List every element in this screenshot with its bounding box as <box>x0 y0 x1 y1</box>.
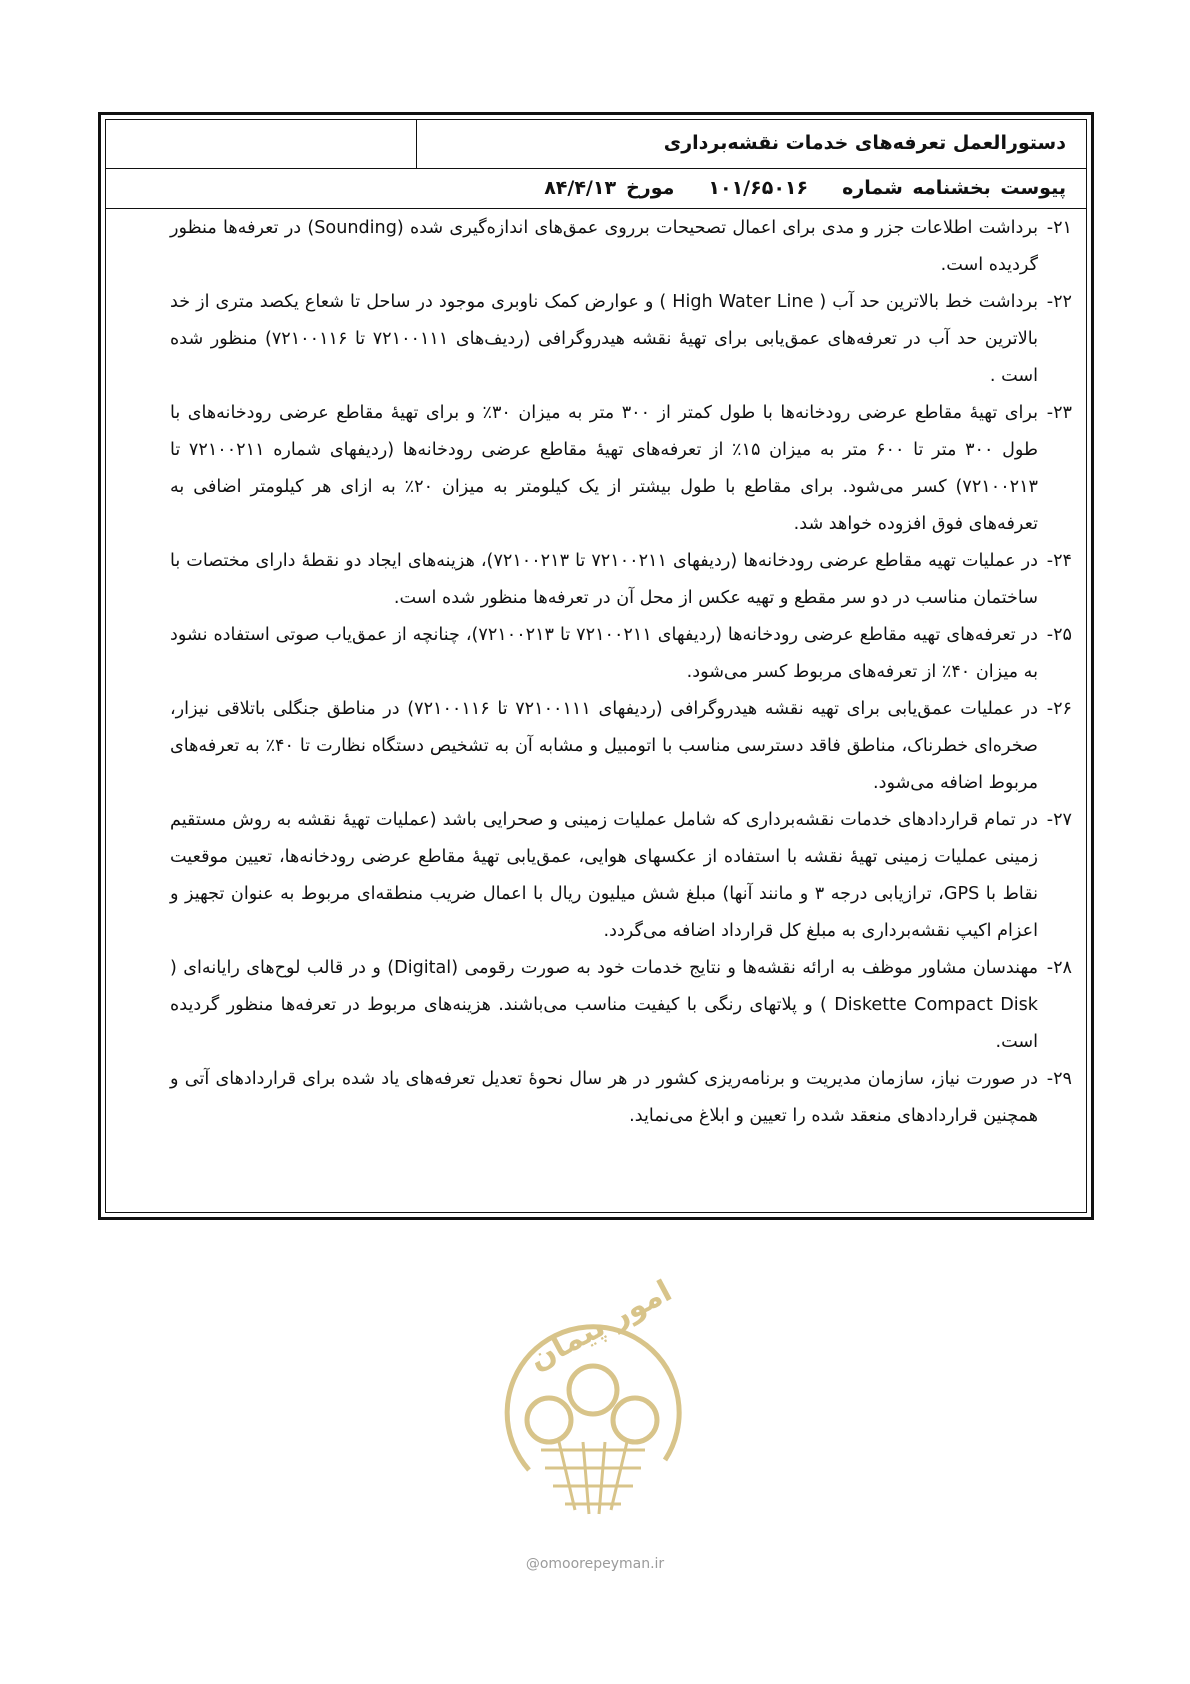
clause-number: ۲۶- <box>1046 699 1072 719</box>
clause-text: در تعرفه‌های تهیه مقاطع عرضی رودخانه‌ها (ردیفهای ۷۲۱۰۰۲۱۱ تا ۷۲۱۰۰۲۱۳)، چنانچه از عمق‌یاب صوتی استفاده نشود به میزان ۴۰٪ از تعرفه‌های مربوط کسر می‌شود. <box>170 625 1038 682</box>
date-label: مورخ <box>626 177 675 199</box>
logo-text: امور پیمان <box>523 1273 678 1378</box>
clause-item <box>170 691 1072 802</box>
attachment-label: پیوست بخشنامه شماره <box>842 177 1066 199</box>
clause-item <box>170 617 1072 691</box>
clause-text: برداشت خط بالاترین حد آب ( High Water Line ) و عوارض کمک ناوبری موجود در ساحل تا شعاع یکصد متری از خد بالاترین حد آب در تعرفه‌های عمق‌یابی برای تهیهٔ نقشه هیدروگرافی (ردیف‌های ۷۲۱۰۰۱۱۱ تا ۷۲۱۰۰۱۱۶) منظور شده است . <box>170 292 1038 386</box>
attachment-line <box>510 177 1066 199</box>
page-frame-inner <box>105 119 1087 1213</box>
clause-number: ۲۴- <box>1046 551 1072 571</box>
clause-text: در عملیات عمق‌یابی برای تهیه نقشه هیدروگرافی (ردیفهای ۷۲۱۰۰۱۱۱ تا ۷۲۱۰۰۱۱۶) در مناطق جنگلی باتلاقی نیزار، صخره‌ای خطرناک، مناطق فاقد دسترسی مناسب با اتومبیل و مشابه آن به تشخیص دستگاه نظارت تا ۴۰٪ به تعرفه‌های مربوط اضافه می‌شود. <box>170 699 1038 793</box>
clause-number: ۲۱- <box>1046 218 1072 238</box>
clause-text: در تمام قراردادهای خدمات نقشه‌برداری که شامل عملیات زمینی و صحرایی باشد (عملیات تهیهٔ نقشه به روش مستقیم زمینی عملیات زمینی تهیهٔ نقشه با استفاده از عکسهای هوایی، عمق‌یابی تهیهٔ مقاطع عرضی رودخانه‌ها، تعیین موقعیت نقاط با GPS، ترازیابی درجه ۳ و مانند آنها) مبلغ شش میلیون ریال با اعمال ضریب منطقه‌ای مربوط به عنوان تجهیز و اعزام اکیپ نقشه‌برداری به مبلغ کل قرارداد اضافه می‌گردد. <box>170 810 1039 941</box>
header-cell-divider <box>416 120 417 168</box>
clause-text: برداشت اطلاعات جزر و مدی برای اعمال تصحیحات برروی عمق‌های اندازه‌گیری شده (Sounding) در تعرفه‌ها منظور گردیده است. <box>170 218 1038 275</box>
clause-number: ۲۳- <box>1046 403 1072 423</box>
clause-number: ۲۸- <box>1046 958 1072 978</box>
circular-number: ۱۰۱/۶۵۰۱۶ <box>708 177 809 199</box>
clause-item <box>170 210 1072 284</box>
clause-item <box>170 802 1072 950</box>
clause-text: در صورت نیاز، سازمان مدیریت و برنامه‌ریزی کشور در هر سال نحوهٔ تعدیل تعرفه‌های یاد شده برای قراردادهای آتی و همچنین قراردادهای منعقد شده را تعیین و ابلاغ می‌نماید. <box>170 1069 1038 1126</box>
clause-item <box>170 950 1072 1061</box>
clause-number: ۲۲- <box>1046 292 1072 312</box>
clause-item <box>170 395 1072 543</box>
omoore-peyman-logo <box>495 1270 691 1544</box>
header-row-title <box>106 120 1086 169</box>
page-frame <box>98 112 1094 1220</box>
clauses-list <box>170 210 1072 1135</box>
document-title: دستورالعمل تعرفه‌های خدمات نقشه‌برداری <box>663 132 1066 154</box>
clause-number: ۲۷- <box>1046 810 1072 830</box>
clause-item <box>170 1061 1072 1135</box>
logo-gear-right <box>613 1398 657 1442</box>
circular-date: ۸۴/۴/۱۳ <box>544 177 617 199</box>
logo-gear-left <box>527 1398 571 1442</box>
header-row-attachment <box>106 168 1086 209</box>
clause-item <box>170 284 1072 395</box>
clause-text: در عملیات تهیه مقاطع عرضی رودخانه‌ها (ردیفهای ۷۲۱۰۰۲۱۱ تا ۷۲۱۰۰۲۱۳)، هزینه‌های ایجاد دو نقطهٔ دارای مختصات با ساختمان مناسب در دو سر مقطع و تهیه عکس از محل آن در تعرفه‌ها منظور شده است. <box>170 551 1038 608</box>
clause-number: ۲۵- <box>1046 625 1072 645</box>
clause-text: برای تهیهٔ مقاطع عرضی رودخانه‌ها با طول کمتر از ۳۰۰ متر به میزان ۳۰٪ و برای تهیهٔ مقاطع عرضی رودخانه‌های با طول ۳۰۰ متر تا ۶۰۰ متر به میزان ۱۵٪ از تعرفه‌های تهیهٔ مقاطع عرضی رودخانه‌ها (ردیفهای شماره ۷۲۱۰۰۲۱۱ تا ۷۲۱۰۰۲۱۳) کسر می‌شود. برای مقاطع با طول بیشتر از یک کیلومتر به میزان ۲۰٪ به ازای هر کیلومتر اضافی به تعرفه‌های فوق افزوده خواهد شد. <box>170 403 1039 534</box>
watermark-site: @omoorepeyman.ir <box>525 1556 665 1572</box>
clause-item <box>170 543 1072 617</box>
clause-text: مهندسان مشاور موظف به ارائه نقشه‌ها و نتایج خدمات خود به صورت رقومی (Digital) و در قالب لوح‌های رایانه‌ای ( Diskette Compact Disk ) و پلاتهای رنگی با کیفیت مناسب می‌باشند. هزینه‌های مربوط در تعرفه‌ها منظور گردیده است. <box>170 958 1038 1052</box>
logo-gear-center <box>569 1366 617 1414</box>
clause-number: ۲۹- <box>1046 1069 1072 1089</box>
